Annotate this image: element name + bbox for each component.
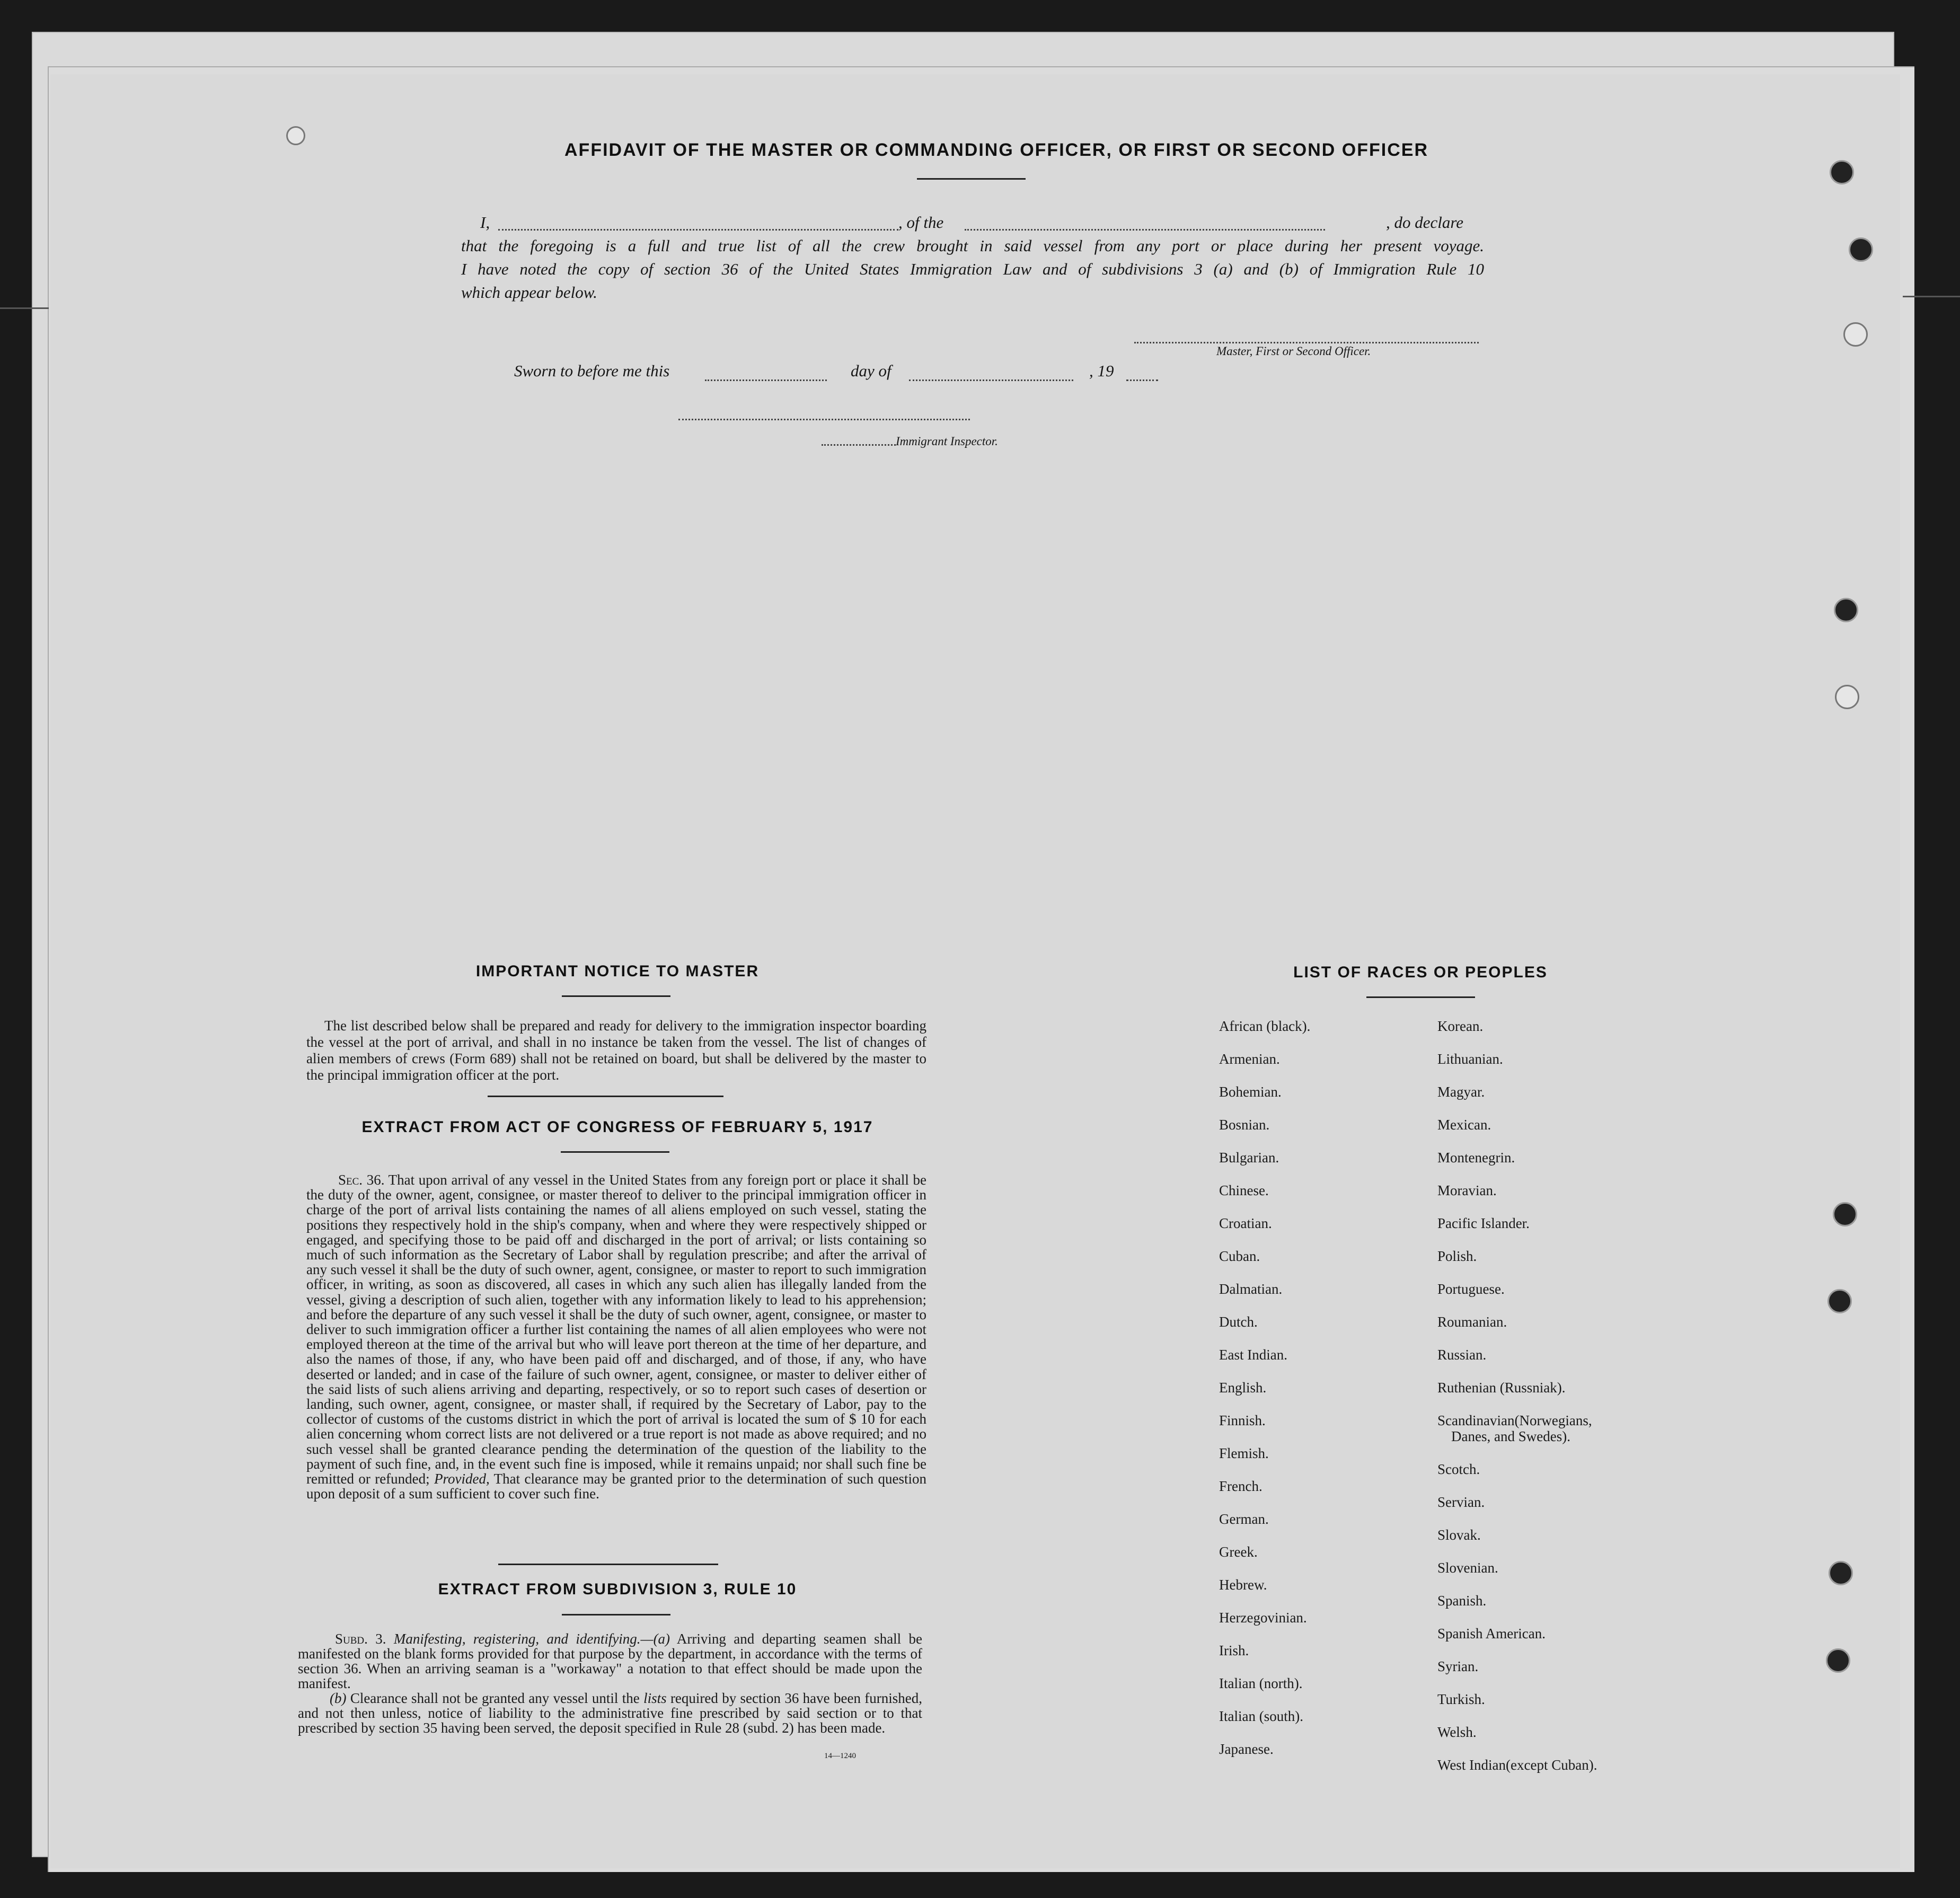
rule-para-b [298, 1691, 922, 1735]
binder-hole [1849, 237, 1873, 262]
subd-label: Subd. 3. [335, 1631, 386, 1647]
race-item: Finnish. [1219, 1413, 1266, 1428]
binder-hole [1826, 1648, 1850, 1673]
act-body-end: That clearance may be granted prior to the determination of such question upon deposit of a sum sufficient to cover such fine. [306, 1471, 927, 1502]
binder-hole [1830, 160, 1854, 184]
race-item: Bulgarian. [1219, 1150, 1279, 1166]
act-body: That upon arrival of any vessel in the United States from any foreign port or place it shall be the duty of the owner, agent, consignee, or master thereof to deliver to the principal immigration officer in charge of the port of arrival lists containing the names of all aliens employed on such vessel, stating the positions they respectively hold in the ship's company, when and where they were respectively shipped or engaged, and specifying those to be paid off and discharged in the port of arrival; or lists containing so much of such information as the Secretary of Labor shall by regulation prescribe; and after the arrival of any such vessel it shall be the duty of such owner, agent, consignee, or master to report to such immigration officer, in writing, as soon as discovered, all cases in which any such alien has illegally landed from the vessel, giving a description of such alien, together with any information likely to lead to his apprehension; and before the departure of any such vessel it shall be the duty of such owner, agent, consignee, or master to deliver to such immigration officer a further list containing the names of all alien employees who were not employed thereon at the time of the arrival but who will leave port thereon at the time of her departure, and also the names of those, if any, who have been paid off and discharged, and of those, if any, who have deserted or landed; and in case of the failure of such owner, agent, consignee, or master to deliver either of the said lists of such aliens arriving and departing, respectively, or so to report such cases of desertion or landing, such owner, agent, consignee, or master shall, if required by the Secretary of Labor, pay to the collector of customs of the customs district in which the port of arrival is located the sum of $ 10 for each alien concerning whom correct lists are not delivered or a true report is not made as above required; and no such vessel shall be granted clearance pending the determination of the question of the liability to the payment of such fine, and, in the event such fine is imposed, while it remains unpaid; nor shall such fine be remitted or refunded; [306, 1172, 926, 1487]
race-item: Korean. [1437, 1018, 1484, 1034]
race-item: Italian (south). [1219, 1708, 1303, 1724]
race-item: Danes, and Swedes). [1451, 1428, 1570, 1444]
master-signature-label: Master, First or Second Officer. [1216, 345, 1371, 358]
race-item: Moravian. [1437, 1182, 1497, 1198]
affidavit-title: AFFIDAVIT OF THE MASTER OR COMMANDING OFFICER, OR FIRST OR SECOND OFFICER [564, 140, 1428, 160]
do-declare-label: , do declare [1386, 213, 1464, 232]
race-item: Armenian. [1219, 1051, 1280, 1067]
race-item: Spanish. [1437, 1593, 1487, 1609]
affidavit-line-2: that the foregoing is a full and true list of all the crew brought in said vessel from any port or place during her present voyage. [461, 236, 1484, 255]
race-item: Dalmatian. [1219, 1281, 1283, 1297]
form-number: 14—1240 [824, 1752, 856, 1760]
provided-label: Provided, [434, 1471, 490, 1487]
race-item: Bosnian. [1219, 1117, 1270, 1133]
race-item: Mexican. [1437, 1117, 1491, 1133]
race-item: Irish. [1219, 1643, 1249, 1658]
race-item: Lithuanian. [1437, 1051, 1503, 1067]
races-col-2 [1437, 1010, 1597, 1781]
race-item: Ruthenian (Russniak). [1437, 1380, 1566, 1396]
day-of-label: day of [851, 361, 891, 380]
binder-hole [1827, 1289, 1852, 1313]
race-item: Portuguese. [1437, 1281, 1505, 1297]
sworn-label: Sworn to before me this [514, 361, 670, 380]
year-prefix: , 19 [1089, 361, 1114, 380]
rule-para-a [298, 1631, 922, 1691]
rule-title-rule [562, 1614, 670, 1615]
race-item: Russian. [1437, 1347, 1487, 1363]
year-blank [1126, 379, 1158, 381]
affidavit-line-3: I have noted the copy of section 36 of the United States Immigration Law and of subdivisions 3 (a) and (b) of Immigration Rule 10 [461, 260, 1484, 278]
race-item: Pacific Islander. [1437, 1215, 1530, 1231]
race-item: Scotch. [1437, 1461, 1480, 1477]
sworn-month-blank [909, 379, 1073, 381]
para-b-2: required by section 36 have been furnished, and not then unless, notice of liability to the administrative fine prescribed by said section or to that prescribed by section 35 having been served, the deposit specified in Rule 28 (subd. 2) has been made. [298, 1690, 922, 1736]
binder-hole [1835, 685, 1859, 709]
inspector-label: Immigrant Inspector. [896, 435, 998, 448]
race-item: Chinese. [1219, 1182, 1269, 1198]
sec-label: Sec. 36. [338, 1172, 385, 1188]
subd-title: Manifesting, registering, and identifying.—(a) [393, 1631, 670, 1647]
para-b-1: Clearance shall not be granted any vessel until the [350, 1690, 640, 1706]
race-item: Servian. [1437, 1494, 1485, 1510]
page-edge-line-right [1903, 296, 1960, 297]
race-item: Roumanian. [1437, 1314, 1507, 1330]
race-item: Syrian. [1437, 1658, 1479, 1674]
rule-extract-title: EXTRACT FROM SUBDIVISION 3, RULE 10 [438, 1581, 797, 1598]
races-title: LIST OF RACES OR PEOPLES [1293, 964, 1548, 981]
race-item: Scandinavian(Norwegians, [1437, 1413, 1592, 1428]
race-item: Polish. [1437, 1248, 1477, 1264]
race-item: Magyar. [1437, 1084, 1485, 1100]
name-blank [498, 229, 898, 231]
race-item: French. [1219, 1478, 1262, 1494]
race-item: Cuban. [1219, 1248, 1260, 1264]
race-item: German. [1219, 1511, 1269, 1527]
binder-hole [1833, 1202, 1857, 1226]
affidavit-line-4: which appear below. [461, 283, 597, 302]
binder-hole [1834, 598, 1858, 622]
notice-title: IMPORTANT NOTICE TO MASTER [475, 963, 760, 980]
notice-title-rule [562, 995, 670, 997]
race-item: Japanese. [1219, 1741, 1274, 1757]
para-a: Arriving and departing seamen shall be manifested on the blank forms provided for that purpose by the department, in accordance with the terms of section 36. When an arriving seaman is a "workaway" a notation to that effect should be made upon the manifest. [298, 1631, 923, 1691]
race-item: West Indian(except Cuban). [1437, 1757, 1597, 1773]
race-item: African (black). [1219, 1018, 1311, 1034]
i-label: I, [480, 213, 490, 232]
of-the-label: , of the [898, 213, 944, 232]
notice-body: The list described below shall be prepared and ready for delivery to the immigration inspector boarding the vessel at the port of arrival, and shall in no instance be taken from the vessel. The list of changes of alien members of crews (Form 689) shall not be retained on board, but shall be delivered by the master to the principal immigration officer at the port. [306, 1018, 926, 1083]
affidavit-text [461, 211, 1484, 304]
race-item: Slovak. [1437, 1527, 1481, 1543]
race-item: Slovenian. [1437, 1560, 1498, 1576]
b-label: (b) [330, 1690, 347, 1706]
binder-hole [1829, 1561, 1853, 1585]
races-title-rule [1366, 996, 1475, 998]
affidavit-title-rule [917, 178, 1026, 180]
race-item: English. [1219, 1380, 1267, 1396]
race-item: Herzegovinian. [1219, 1610, 1307, 1626]
act-title-rule [561, 1151, 669, 1153]
race-item: Welsh. [1437, 1724, 1477, 1740]
races-col-1 [1219, 1010, 1310, 1765]
section-divider [488, 1096, 723, 1097]
page-edge-line-left [0, 307, 49, 309]
race-item: Spanish American. [1437, 1626, 1546, 1641]
race-item: Italian (north). [1219, 1675, 1303, 1691]
binder-hole [286, 126, 305, 145]
affidavit-line-1 [461, 211, 1484, 234]
race-item: Hebrew. [1219, 1577, 1267, 1593]
race-item: Dutch. [1219, 1314, 1258, 1330]
race-item: Greek. [1219, 1544, 1258, 1560]
act-extract-body [306, 1172, 926, 1501]
binder-hole [1843, 322, 1868, 347]
sworn-day-blank [705, 379, 827, 381]
race-item: Montenegrin. [1437, 1150, 1515, 1166]
inspector-label-lead [822, 444, 896, 446]
race-item: East Indian. [1219, 1347, 1287, 1363]
race-item: Bohemian. [1219, 1084, 1282, 1100]
para-b-lists: lists [643, 1690, 667, 1706]
master-signature-line [1134, 342, 1479, 343]
race-item: Turkish. [1437, 1691, 1485, 1707]
race-item: Croatian. [1219, 1215, 1272, 1231]
section-divider [498, 1564, 718, 1565]
inspector-signature-line [678, 419, 970, 420]
act-extract-title: EXTRACT FROM ACT OF CONGRESS OF FEBRUARY 5, 1917 [361, 1118, 873, 1136]
race-item: Flemish. [1219, 1445, 1269, 1461]
rule-extract-body [298, 1631, 922, 1735]
vessel-blank [965, 229, 1325, 231]
sworn-line [514, 361, 1171, 385]
